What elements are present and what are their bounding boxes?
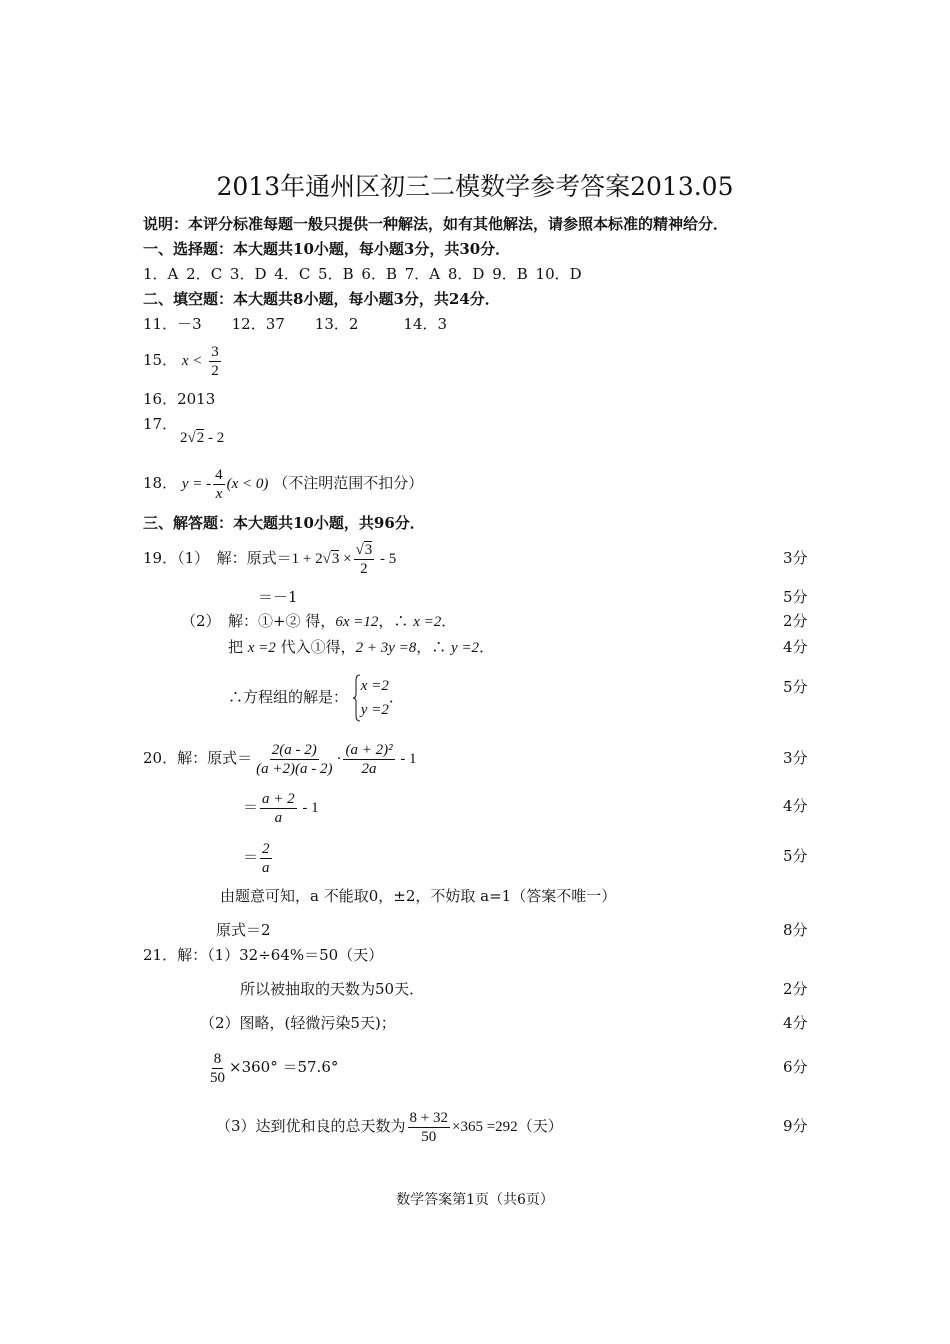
q21-unit: （天）: [517, 1117, 563, 1135]
q20-f4-num: 2: [262, 840, 270, 857]
answer-16: 16．2013: [143, 390, 216, 408]
q20-frac-2: [343, 741, 394, 778]
q20-f3-num: a + 2: [262, 790, 295, 807]
q15-fraction: [209, 343, 221, 380]
q17-radicand: 2: [196, 430, 205, 446]
answer-15: [143, 340, 223, 381]
q19-x-result: x =2: [413, 614, 442, 630]
q21-score-3: 4分: [783, 1014, 808, 1032]
q20-score-5: 8分: [783, 921, 808, 939]
q19-frac-den: 2: [360, 560, 368, 577]
q19-substitute: 把: [228, 638, 248, 656]
q19-line-4: [228, 637, 494, 658]
q21-line-4: [206, 1047, 338, 1087]
q19-score-3: 2分: [783, 612, 808, 630]
period: ．: [388, 688, 404, 706]
q19-eq-6x: 6x =12: [335, 614, 379, 630]
left-brace-icon: [353, 674, 361, 722]
q21-f2-den: 50: [421, 1128, 437, 1145]
q18-num: 4: [215, 466, 223, 483]
q19-line-2: ＝－1: [258, 588, 298, 606]
solution-y: y =2: [360, 702, 389, 718]
q21-line-5: [216, 1106, 563, 1147]
q19-times: ×: [339, 551, 352, 567]
section-1-answers: 1．A 2．C 3．D 4．C 5．B 6．B 7．A 8．D 9．B 10．D: [143, 265, 582, 283]
section-3-heading: 三、解答题：本大题共10小题，共96分．: [143, 514, 425, 532]
q21-line-2: 所以被抽取的天数为50天．: [240, 980, 425, 998]
q18-den: x: [215, 485, 223, 502]
q18-label: 18．: [143, 474, 178, 492]
q20-score-1: 3分: [783, 749, 808, 767]
q21-frac-1: [208, 1050, 227, 1087]
q17-coef: 2: [180, 430, 188, 446]
period: ．: [441, 612, 457, 630]
q20-f1-num: 2(a - 2): [271, 741, 317, 758]
sqrt-sign: √: [322, 551, 331, 567]
q21-total-label: （3）达到优和良的总天数为: [216, 1117, 406, 1135]
sqrt-sign: √: [187, 430, 196, 446]
q21-line-3: （2）图略，(轻微污染5天)；: [200, 1014, 396, 1032]
q20-line-5: 原式＝2: [216, 921, 271, 939]
q19-score-1: 3分: [783, 549, 808, 567]
q20-line-2: [243, 787, 319, 828]
q21-frac-2: [408, 1109, 450, 1146]
q21-score-4: 6分: [783, 1058, 808, 1076]
q19-therefore: ，∴: [378, 612, 414, 630]
page-footer: 数学答案第1页（共6页）: [396, 1192, 554, 1208]
q19-fraction: [354, 541, 375, 578]
q20-f2-num: (a + 2)²: [345, 741, 393, 758]
equals: ＝: [243, 848, 259, 866]
q19-eq-y: 2 + 3y =8: [355, 640, 417, 656]
q19-solution-label: ∴方程组的解是：: [228, 688, 349, 706]
q20-tail: - 1: [396, 751, 417, 767]
q19-line-1: [143, 538, 396, 579]
answer-17-expr: [180, 428, 224, 448]
q18-note: （不注明范围不扣分）: [273, 474, 424, 492]
q21-angle: ×360° ＝57.6°: [229, 1058, 339, 1076]
q19-tail: - 5: [376, 551, 397, 567]
q21-line-1: 21．解：（1）32÷64%＝50（天）: [143, 946, 384, 964]
system-brace: [353, 674, 361, 722]
q19-into-eq1: 代入①得，: [275, 638, 356, 656]
q19-radicand: 3: [331, 551, 340, 567]
q21-score-5: 9分: [783, 1117, 808, 1135]
q18-lhs: y = -: [181, 476, 212, 492]
q20-line-3: [243, 837, 274, 877]
q21-f2-num: 8 + 32: [409, 1109, 449, 1126]
q19-score-5: 5分: [783, 678, 808, 696]
q19-x-val: x =2: [247, 640, 276, 656]
answer-18: [143, 463, 423, 504]
q20-score-3: 5分: [783, 847, 808, 865]
q15-label: 15．: [143, 351, 178, 369]
q20-intro: 20．解：原式＝: [143, 749, 253, 767]
page-title: 2013年通州区初三二模数学参考答案2013.05: [216, 172, 734, 201]
solution-x: x =2: [360, 678, 389, 694]
q19-part2-intro: （2） 解：①+② 得，: [181, 612, 336, 630]
q20-line-1: [143, 737, 417, 780]
section-1-heading: 一、选择题：本大题共10小题，每小题3分，共30分．: [143, 240, 511, 258]
equals: ＝: [243, 798, 259, 816]
q21-total-expr: ×365 =292: [452, 1119, 518, 1135]
q19-line-3: [181, 611, 456, 632]
q15-num: 3: [211, 343, 219, 360]
q18-condition: (x < 0): [226, 476, 269, 492]
q19-intro: 19．（1） 解：原式＝: [143, 549, 292, 567]
q19-frac-radicand: 3: [364, 541, 373, 558]
q18-fraction: [213, 466, 225, 503]
q17-tail: - 2: [204, 430, 225, 446]
q20-line-4: 由题意可知，a 不能取0，±2，不妨取 a=1（答案不唯一）: [220, 887, 617, 905]
q19-frac-num: √3: [355, 541, 373, 558]
q19-score-4: 4分: [783, 638, 808, 656]
q20-frac-4: [260, 840, 272, 877]
section-2-heading: 二、填空题：本大题共8小题，每小题3分，共24分．: [143, 290, 500, 308]
period: ．: [479, 638, 495, 656]
q21-score-2: 2分: [783, 980, 808, 998]
system-solutions: [361, 674, 389, 722]
q15-lhs: x <: [181, 353, 203, 369]
q19-expr-a: 1 + 2: [291, 551, 323, 567]
q20-f4-den: a: [262, 859, 270, 876]
q19-therefore-2: ，∴: [416, 638, 452, 656]
q20-f1-den: (a +2)(a - 2): [256, 760, 333, 777]
q20-f3-den: a: [274, 809, 283, 826]
q20-f2-den: 2a: [361, 760, 377, 777]
q20-score-2: 4分: [783, 797, 808, 815]
q19-score-2: 5分: [783, 588, 808, 606]
times-dot: ·: [336, 751, 342, 767]
scoring-note: 说明：本评分标准每题一般只提供一种解法，如有其他解法，请参照本标准的精神给分．: [143, 215, 729, 233]
q20-tail-2: - 1: [298, 800, 319, 816]
q20-frac-3: [260, 790, 297, 827]
q20-frac-1: [254, 741, 334, 778]
answer-17-label: 17．: [143, 415, 178, 433]
q19-line-5: [228, 670, 404, 724]
q19-y-result: y =2: [451, 640, 480, 656]
q15-den: 2: [211, 362, 219, 379]
q21-f1-den: 50: [210, 1069, 225, 1086]
answers-11-14: 11．－3 12．37 13．2 14．3: [143, 315, 448, 333]
q21-f1-num: 8: [213, 1050, 222, 1067]
